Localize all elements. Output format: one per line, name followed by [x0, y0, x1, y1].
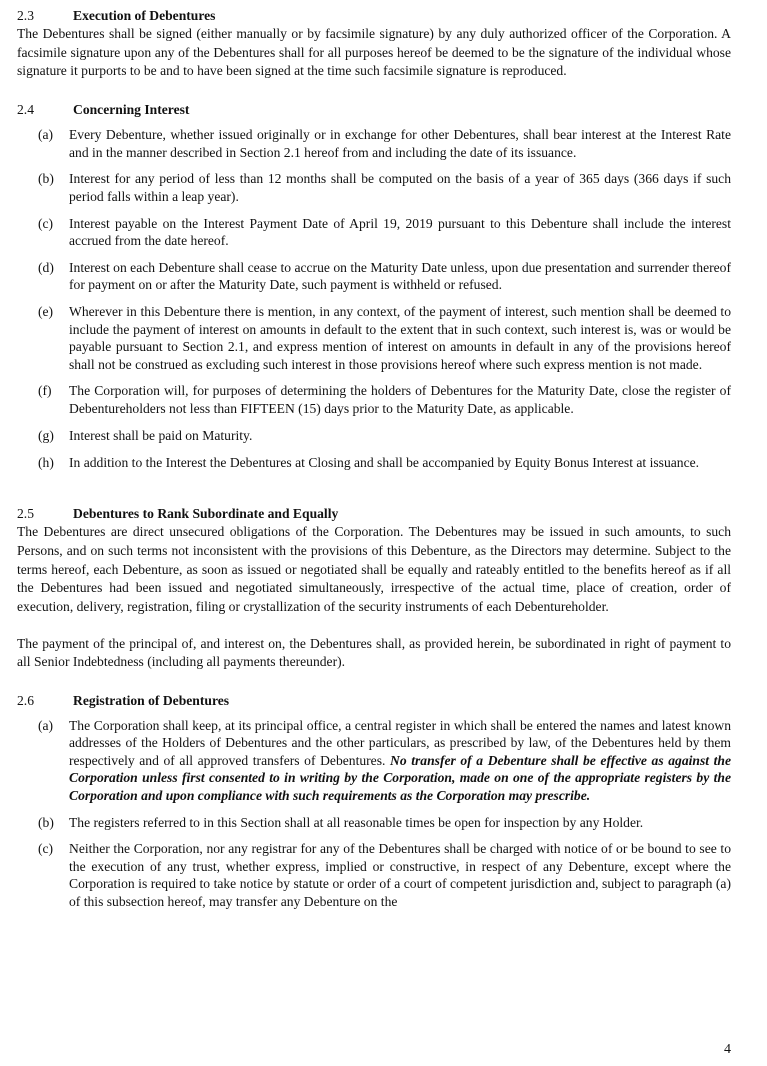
- item-label: (e): [38, 304, 54, 320]
- registration-item-list: [17, 717, 731, 910]
- section-body-2-3: The Debentures shall be signed (either manually or by facsimile signature) by any duly authorized officer of the Corporation. A facsimile signature upon any of the Debentures shall for all purposes hereof be deemed to be the signature of the individual whose signature it purports to be and to have been signed at the time such facsimile signature is reproduced.: [17, 26, 731, 79]
- item-text: Interest shall be paid on Maturity.: [69, 427, 253, 443]
- section-heading-2-3: [17, 7, 731, 25]
- list-item: [17, 427, 731, 444]
- section-heading-2-4: [17, 101, 731, 119]
- list-item: [17, 840, 731, 910]
- section-number: 2.5: [17, 506, 34, 522]
- item-label: (a): [38, 718, 54, 734]
- section-title: Concerning Interest: [73, 102, 190, 118]
- section-heading-2-6: [17, 692, 731, 710]
- list-item: [17, 814, 731, 831]
- list-item: [17, 717, 731, 804]
- item-text: Interest on each Debenture shall cease to accrue on the Maturity Date unless, upon due presentation and surrender thereof for payment on or after the Maturity Date, such payment is withheld or refused.: [69, 260, 731, 293]
- item-label: (a): [38, 127, 54, 143]
- item-text: The registers referred to in this Section shall at all reasonable times be open for inspection by any Holder.: [69, 814, 644, 830]
- item-text: Wherever in this Debenture there is mention, in any context, of the payment of interest, such mention shall be deemed to include the payment of interest on amounts in default to the extent that in such context, such interest is, was or would be payable pursuant to Section 2.1, and express mention of interest on amounts in default in any of the provisions hereof shall not be construed as excluding such interest in those provisions hereof where such express mention is not made.: [69, 304, 731, 372]
- section-heading-2-5: [17, 505, 731, 523]
- item-text: Neither the Corporation, nor any registrar for any of the Debentures shall be charged with notice of or be bound to see to the execution of any trust, whether express, implied or constructive, in respect of any Debenture, except where the Corporation is required to take notice by statute or order of a court of competent jurisdiction and, subject to paragraph (a) of this subsection hereof, may transfer any Debenture on the: [69, 841, 731, 909]
- item-text: Interest for any period of less than 12 months shall be computed on the basis of a year of 365 days (366 days if such period falls within a leap year).: [69, 171, 731, 204]
- section-number: 2.6: [17, 693, 34, 709]
- item-label: (f): [38, 383, 52, 399]
- item-label: (g): [38, 427, 54, 443]
- item-text-plain: The Corporation shall keep, at its principal office, a central register in which shall be entered the names and latest known addresses of the Holders of Debentures and the other particulars, as prescribed by law, of the Debentures held by them respectively and of all approved transfers of Debentures.: [69, 718, 731, 768]
- item-label: (h): [38, 454, 54, 470]
- section-number: 2.4: [17, 102, 34, 118]
- item-label: (c): [38, 841, 54, 857]
- item-label: (b): [38, 171, 54, 187]
- list-item: [17, 454, 731, 471]
- item-label: (b): [38, 814, 54, 830]
- item-text: Interest payable on the Interest Payment Date of April 19, 2019 pursuant to this Debenture shall include the interest accrued from the date hereof.: [69, 215, 731, 249]
- list-item: [17, 303, 731, 373]
- list-item: [17, 259, 731, 294]
- list-item: [17, 382, 731, 417]
- item-text: In addition to the Interest the Debentures at Closing and shall be accompanied by Equity Bonus Interest at issuance.: [69, 454, 700, 470]
- section-body-2-5-paragraph-1: The Debentures are direct unsecured obligations of the Corporation. The Debentures may be issued in such amounts, to such Persons, and on such terms not inconsistent with the provisions of this Debenture, as the Directors may determine. Subject to the terms hereof, each Debenture, as soon as issued or negotiated shall be equally and rateably entitled to the benefits hereof as if all the Debentures had been issued and negotiated simultaneously, irrespective of the actual time, place of creation, order of execution, delivery, registration, filing or crystallization of the security instruments of each Debentureholder.: [17, 524, 731, 614]
- section-title: Debentures to Rank Subordinate and Equally: [73, 506, 339, 522]
- list-item: [17, 215, 731, 250]
- item-label: (d): [38, 260, 54, 276]
- section-title: Execution of Debentures: [73, 8, 216, 23]
- item-text-emphasis: No transfer of a Debenture shall be effective as against the Corporation unless first consented to in writing by the Corporation, made on one of the appropriate registers by the Corporation and upon compliance with such requirements as the Corporation may prescribe.: [69, 752, 732, 803]
- list-item: [17, 126, 731, 161]
- document-page: [17, 7, 731, 920]
- section-title: Registration of Debentures: [73, 693, 230, 709]
- item-text: The Corporation will, for purposes of determining the holders of Debentures for the Maturity Date, close the register of Debentureholders not less than FIFTEEN (15) days prior to the Maturity Date, as applicable.: [69, 383, 731, 416]
- page-number: 4: [724, 1042, 731, 1057]
- section-number: 2.3: [17, 8, 34, 23]
- list-item: [17, 170, 731, 205]
- interest-item-list: [17, 126, 731, 471]
- item-label: (c): [38, 215, 54, 231]
- section-body-2-5-paragraph-2: The payment of the principal of, and interest on, the Debentures shall, as provided herein, be subordinated in right of payment to all Senior Indebtedness (including all payments thereunder).: [17, 635, 731, 670]
- item-text: [69, 717, 731, 804]
- item-text: Every Debenture, whether issued originally or in exchange for other Debentures, shall bear interest at the Interest Rate and in the manner described in Section 2.1 hereof from and including the date of its issuance.: [69, 127, 731, 160]
